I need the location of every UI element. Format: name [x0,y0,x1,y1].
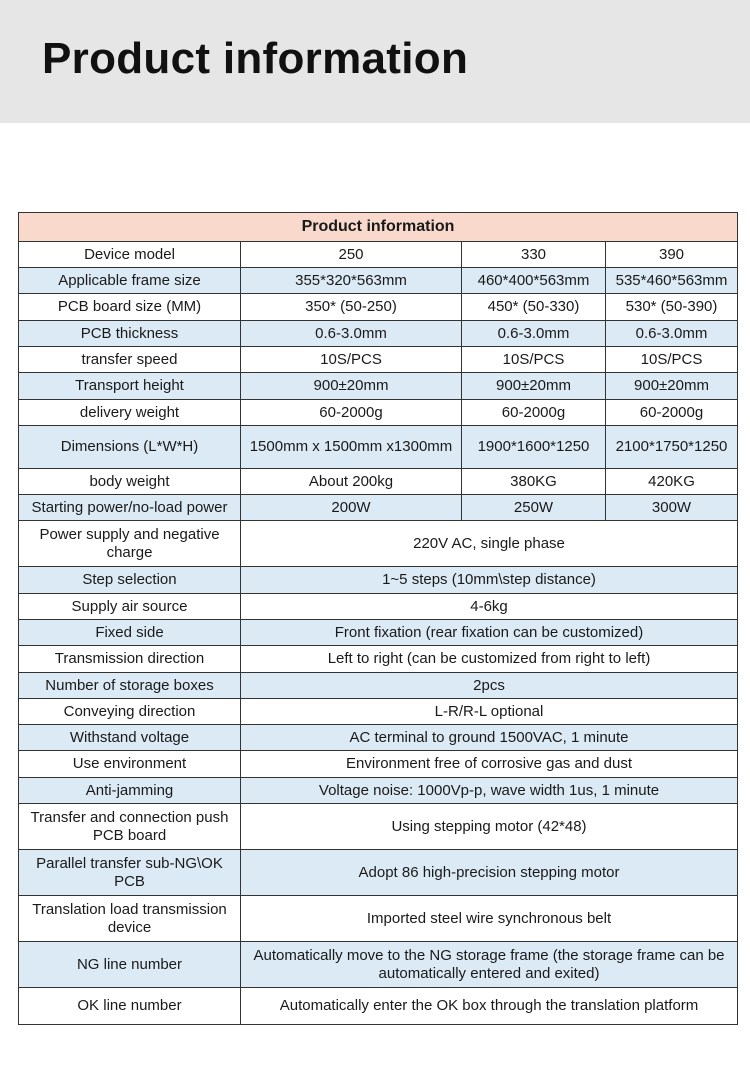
row-value: Adopt 86 high-precision stepping motor [241,850,738,896]
row-value-model-1: 355*320*563mm [241,268,462,294]
row-value-model-3: 390 [606,242,738,268]
page-title: Product information [42,34,469,83]
table-row [19,896,738,942]
row-value: Using stepping motor (42*48) [241,804,738,850]
table-row [19,778,738,804]
row-value-model-1: About 200kg [241,469,462,495]
row-value-model-2: 0.6-3.0mm [462,321,606,347]
row-value-model-3: 0.6-3.0mm [606,321,738,347]
row-value: L-R/R-L optional [241,699,738,725]
table-row [19,850,738,896]
table-row [19,942,738,988]
row-label: Number of storage boxes [19,673,241,699]
table-row [19,521,738,567]
row-value: Imported steel wire synchronous belt [241,896,738,942]
row-value-model-3: 900±20mm [606,373,738,400]
row-value: 4-6kg [241,594,738,620]
table-row [19,725,738,751]
table-row [19,751,738,778]
table-caption: Product information [19,213,738,242]
row-value-model-2: 1900*1600*1250 [462,426,606,469]
table-row [19,400,738,426]
row-value-model-1: 10S/PCS [241,347,462,373]
row-label: Device model [19,242,241,268]
table-row [19,294,738,321]
header-banner [0,0,750,123]
row-label: Applicable frame size [19,268,241,294]
table-row [19,347,738,373]
row-value-model-2: 250W [462,495,606,521]
row-label: transfer speed [19,347,241,373]
row-value-model-3: 300W [606,495,738,521]
row-value-model-1: 1500mm x 1500mm x1300mm [241,426,462,469]
row-label: Parallel transfer sub-NG\OK PCB [19,850,241,896]
row-value: Left to right (can be customized from right to left) [241,646,738,673]
row-value: 1~5 steps (10mm\step distance) [241,567,738,594]
row-label: body weight [19,469,241,495]
row-value-model-3: 2100*1750*1250 [606,426,738,469]
row-label: PCB board size (MM) [19,294,241,321]
table-row [19,268,738,294]
spec-table [18,212,738,1025]
row-value-model-1: 250 [241,242,462,268]
row-value-model-1: 900±20mm [241,373,462,400]
row-value-model-1: 60-2000g [241,400,462,426]
row-value-model-1: 200W [241,495,462,521]
row-value-model-2: 60-2000g [462,400,606,426]
table-row [19,469,738,495]
row-value: AC terminal to ground 1500VAC, 1 minute [241,725,738,751]
row-value: Front fixation (rear fixation can be customized) [241,620,738,646]
row-label: NG line number [19,942,241,988]
row-value-model-2: 380KG [462,469,606,495]
row-label: Starting power/no-load power [19,495,241,521]
row-value: 220V AC, single phase [241,521,738,567]
table-row [19,804,738,850]
row-label: Supply air source [19,594,241,620]
row-label: Power supply and negative charge [19,521,241,567]
row-label: PCB thickness [19,321,241,347]
table-row [19,567,738,594]
row-value-model-1: 350* (50-250) [241,294,462,321]
row-value-model-3: 535*460*563mm [606,268,738,294]
row-label: delivery weight [19,400,241,426]
row-label: Dimensions (L*W*H) [19,426,241,469]
row-value-model-3: 60-2000g [606,400,738,426]
row-value-model-2: 450* (50-330) [462,294,606,321]
table-row [19,242,738,268]
table-row [19,673,738,699]
table-row [19,988,738,1025]
row-value-model-2: 900±20mm [462,373,606,400]
row-label: Withstand voltage [19,725,241,751]
row-value: Environment free of corrosive gas and dust [241,751,738,778]
row-value: Voltage noise: 1000Vp-p, wave width 1us, 1 minute [241,778,738,804]
row-value-model-3: 530* (50-390) [606,294,738,321]
row-label: Conveying direction [19,699,241,725]
row-value-model-3: 420KG [606,469,738,495]
row-value: 2pcs [241,673,738,699]
table-row [19,426,738,469]
table-caption-row [19,213,738,242]
row-value: Automatically move to the NG storage frame (the storage frame can be automatically entered and exited) [241,942,738,988]
table-row [19,321,738,347]
row-label: Transmission direction [19,646,241,673]
row-label: OK line number [19,988,241,1025]
row-value-model-2: 10S/PCS [462,347,606,373]
row-label: Transfer and connection push PCB board [19,804,241,850]
row-label: Step selection [19,567,241,594]
table-row [19,620,738,646]
row-label: Transport height [19,373,241,400]
table-row [19,495,738,521]
row-value-model-3: 10S/PCS [606,347,738,373]
table-row [19,594,738,620]
table-row [19,646,738,673]
row-value: Automatically enter the OK box through the translation platform [241,988,738,1025]
row-label: Translation load transmission device [19,896,241,942]
row-label: Anti-jamming [19,778,241,804]
row-label: Fixed side [19,620,241,646]
row-label: Use environment [19,751,241,778]
table-row [19,373,738,400]
row-value-model-2: 330 [462,242,606,268]
row-value-model-2: 460*400*563mm [462,268,606,294]
table-row [19,699,738,725]
row-value-model-1: 0.6-3.0mm [241,321,462,347]
